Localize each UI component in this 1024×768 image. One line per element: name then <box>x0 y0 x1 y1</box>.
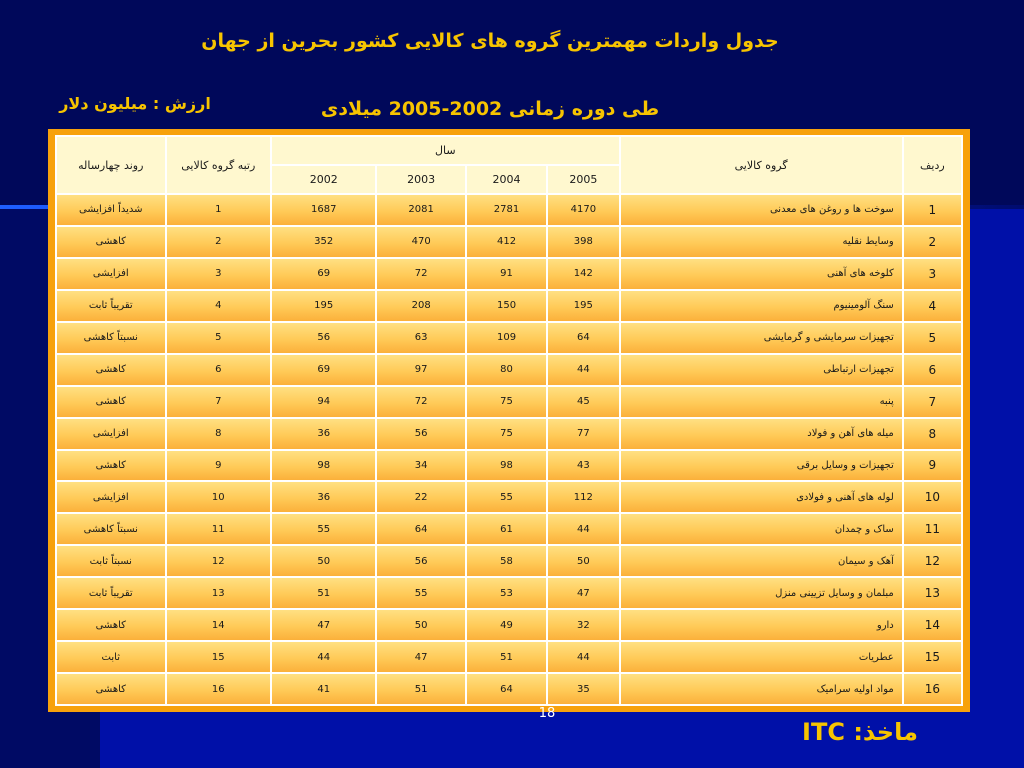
table-row <box>56 258 962 290</box>
value-2002-cell: 98 <box>271 450 376 482</box>
value-2004-cell: 2781 <box>466 194 547 226</box>
value-2003-cell: 56 <box>376 418 465 450</box>
trend-cell: ثابت <box>56 641 166 673</box>
value-2004-cell: 150 <box>466 290 547 322</box>
row-number-cell: 11 <box>903 513 962 545</box>
group-name-cell: عطریات <box>620 641 903 673</box>
value-2003-cell: 63 <box>376 322 465 354</box>
value-2002-cell: 69 <box>271 258 376 290</box>
row-number-cell: 12 <box>903 545 962 577</box>
value-2002-cell: 50 <box>271 545 376 577</box>
value-2003-cell: 470 <box>376 226 465 258</box>
value-2003-cell: 51 <box>376 673 465 705</box>
value-2005-cell: 112 <box>547 481 619 513</box>
value-2005-cell: 44 <box>547 641 619 673</box>
value-2005-cell: 44 <box>547 513 619 545</box>
rank-cell: 7 <box>166 386 271 418</box>
row-number-cell: 6 <box>903 354 962 386</box>
rank-cell: 4 <box>166 290 271 322</box>
table-row <box>56 577 962 609</box>
row-number-cell: 7 <box>903 386 962 418</box>
value-2004-cell: 75 <box>466 386 547 418</box>
group-name-cell: وسایط نقلیه <box>620 226 903 258</box>
value-2005-cell: 77 <box>547 418 619 450</box>
value-2004-cell: 53 <box>466 577 547 609</box>
value-2004-cell: 109 <box>466 322 547 354</box>
value-2003-cell: 34 <box>376 450 465 482</box>
trend-cell: کاهشی <box>56 450 166 482</box>
source-label: ماخذ: ITC <box>802 718 918 746</box>
row-number-cell: 2 <box>903 226 962 258</box>
rank-cell: 8 <box>166 418 271 450</box>
group-name-cell: لوله های آهنی و فولادی <box>620 481 903 513</box>
value-2004-cell: 75 <box>466 418 547 450</box>
header-rank: رتبه گروه کالایی <box>166 136 271 194</box>
value-2004-cell: 61 <box>466 513 547 545</box>
rank-cell: 15 <box>166 641 271 673</box>
row-number-cell: 14 <box>903 609 962 641</box>
table-row <box>56 194 962 226</box>
row-number-cell: 1 <box>903 194 962 226</box>
row-number-cell: 5 <box>903 322 962 354</box>
group-name-cell: آهک و سیمان <box>620 545 903 577</box>
trend-cell: کاهشی <box>56 386 166 418</box>
row-number-cell: 10 <box>903 481 962 513</box>
group-name-cell: میله های آهن و فولاد <box>620 418 903 450</box>
rank-cell: 6 <box>166 354 271 386</box>
slide-title: جدول واردات مهمترین گروه های کالایی کشور بحرین از جهان <box>201 30 779 52</box>
table-row <box>56 322 962 354</box>
slide-subtitle: طی دوره زمانی 2002-2005 میلادی <box>320 98 660 120</box>
rank-cell: 5 <box>166 322 271 354</box>
value-2004-cell: 51 <box>466 641 547 673</box>
value-2002-cell: 195 <box>271 290 376 322</box>
rank-cell: 1 <box>166 194 271 226</box>
header-row-number: ردیف <box>903 136 962 194</box>
value-2002-cell: 44 <box>271 641 376 673</box>
row-number-cell: 16 <box>903 673 962 705</box>
imports-table-frame <box>48 129 970 712</box>
row-number-cell: 15 <box>903 641 962 673</box>
trend-cell: تقریباً ثابت <box>56 290 166 322</box>
value-2005-cell: 195 <box>547 290 619 322</box>
value-2005-cell: 50 <box>547 545 619 577</box>
header-year-2002: 2002 <box>271 165 376 194</box>
rank-cell: 9 <box>166 450 271 482</box>
rank-cell: 14 <box>166 609 271 641</box>
value-2003-cell: 2081 <box>376 194 465 226</box>
trend-cell: شدیداً افزایشی <box>56 194 166 226</box>
table-row <box>56 450 962 482</box>
value-2003-cell: 47 <box>376 641 465 673</box>
trend-cell: نسبتاً ثابت <box>56 545 166 577</box>
value-2005-cell: 64 <box>547 322 619 354</box>
header-year-2004: 2004 <box>466 165 547 194</box>
group-name-cell: دارو <box>620 609 903 641</box>
trend-cell: تقریباً ثابت <box>56 577 166 609</box>
row-number-cell: 9 <box>903 450 962 482</box>
trend-cell: کاهشی <box>56 226 166 258</box>
value-2003-cell: 208 <box>376 290 465 322</box>
value-2002-cell: 352 <box>271 226 376 258</box>
trend-cell: افزایشی <box>56 258 166 290</box>
table-row <box>56 418 962 450</box>
page-number: 18 <box>538 706 556 721</box>
unit-label: ارزش : میلیون دلار <box>59 94 211 113</box>
table-row <box>56 354 962 386</box>
value-2004-cell: 91 <box>466 258 547 290</box>
value-2002-cell: 55 <box>271 513 376 545</box>
value-2002-cell: 69 <box>271 354 376 386</box>
trend-cell: افزایشی <box>56 481 166 513</box>
header-year-2003: 2003 <box>376 165 465 194</box>
group-name-cell: تجهیزات و وسایل برقی <box>620 450 903 482</box>
value-2002-cell: 36 <box>271 418 376 450</box>
value-2003-cell: 97 <box>376 354 465 386</box>
trend-cell: نسبتاً کاهشی <box>56 322 166 354</box>
value-2003-cell: 55 <box>376 577 465 609</box>
value-2005-cell: 44 <box>547 354 619 386</box>
value-2005-cell: 43 <box>547 450 619 482</box>
trend-cell: کاهشی <box>56 673 166 705</box>
trend-cell: نسبتاً کاهشی <box>56 513 166 545</box>
value-2003-cell: 64 <box>376 513 465 545</box>
rank-cell: 12 <box>166 545 271 577</box>
value-2002-cell: 41 <box>271 673 376 705</box>
value-2005-cell: 45 <box>547 386 619 418</box>
group-name-cell: تجهیزات ارتباطی <box>620 354 903 386</box>
imports-table <box>55 135 963 706</box>
table-body <box>56 194 962 705</box>
header-year: سال <box>271 136 620 165</box>
table-row <box>56 481 962 513</box>
group-name-cell: پنبه <box>620 386 903 418</box>
rank-cell: 3 <box>166 258 271 290</box>
trend-cell: کاهشی <box>56 354 166 386</box>
rank-cell: 2 <box>166 226 271 258</box>
value-2004-cell: 64 <box>466 673 547 705</box>
value-2005-cell: 142 <box>547 258 619 290</box>
table-row <box>56 609 962 641</box>
value-2003-cell: 50 <box>376 609 465 641</box>
group-name-cell: تجهیزات سرمایشی و گرمایشی <box>620 322 903 354</box>
value-2005-cell: 32 <box>547 609 619 641</box>
rank-cell: 13 <box>166 577 271 609</box>
group-name-cell: سوخت ها و روغن های معدنی <box>620 194 903 226</box>
table-row <box>56 513 962 545</box>
group-name-cell: کلوخه های آهنی <box>620 258 903 290</box>
header-group: گروه کالایی <box>620 136 903 194</box>
rank-cell: 16 <box>166 673 271 705</box>
row-number-cell: 4 <box>903 290 962 322</box>
row-number-cell: 8 <box>903 418 962 450</box>
value-2004-cell: 98 <box>466 450 547 482</box>
value-2003-cell: 72 <box>376 258 465 290</box>
value-2002-cell: 1687 <box>271 194 376 226</box>
table-row <box>56 386 962 418</box>
value-2004-cell: 412 <box>466 226 547 258</box>
header-trend: روند چهارساله <box>56 136 166 194</box>
value-2005-cell: 35 <box>547 673 619 705</box>
header-year-2005: 2005 <box>547 165 619 194</box>
value-2004-cell: 80 <box>466 354 547 386</box>
trend-cell: افزایشی <box>56 418 166 450</box>
table-row <box>56 290 962 322</box>
row-number-cell: 13 <box>903 577 962 609</box>
table-row <box>56 226 962 258</box>
value-2002-cell: 94 <box>271 386 376 418</box>
group-name-cell: مبلمان و وسایل تزیینی منزل <box>620 577 903 609</box>
value-2004-cell: 55 <box>466 481 547 513</box>
value-2005-cell: 47 <box>547 577 619 609</box>
value-2002-cell: 56 <box>271 322 376 354</box>
value-2003-cell: 22 <box>376 481 465 513</box>
value-2003-cell: 72 <box>376 386 465 418</box>
rank-cell: 10 <box>166 481 271 513</box>
value-2005-cell: 4170 <box>547 194 619 226</box>
group-name-cell: سنگ آلومینیوم <box>620 290 903 322</box>
value-2002-cell: 51 <box>271 577 376 609</box>
value-2005-cell: 398 <box>547 226 619 258</box>
trend-cell: کاهشی <box>56 609 166 641</box>
value-2004-cell: 49 <box>466 609 547 641</box>
row-number-cell: 3 <box>903 258 962 290</box>
group-name-cell: ساک و چمدان <box>620 513 903 545</box>
value-2003-cell: 56 <box>376 545 465 577</box>
table-row <box>56 673 962 705</box>
table-row <box>56 545 962 577</box>
table-row <box>56 641 962 673</box>
value-2002-cell: 36 <box>271 481 376 513</box>
rank-cell: 11 <box>166 513 271 545</box>
value-2004-cell: 58 <box>466 545 547 577</box>
group-name-cell: مواد اولیه سرامیک <box>620 673 903 705</box>
value-2002-cell: 47 <box>271 609 376 641</box>
